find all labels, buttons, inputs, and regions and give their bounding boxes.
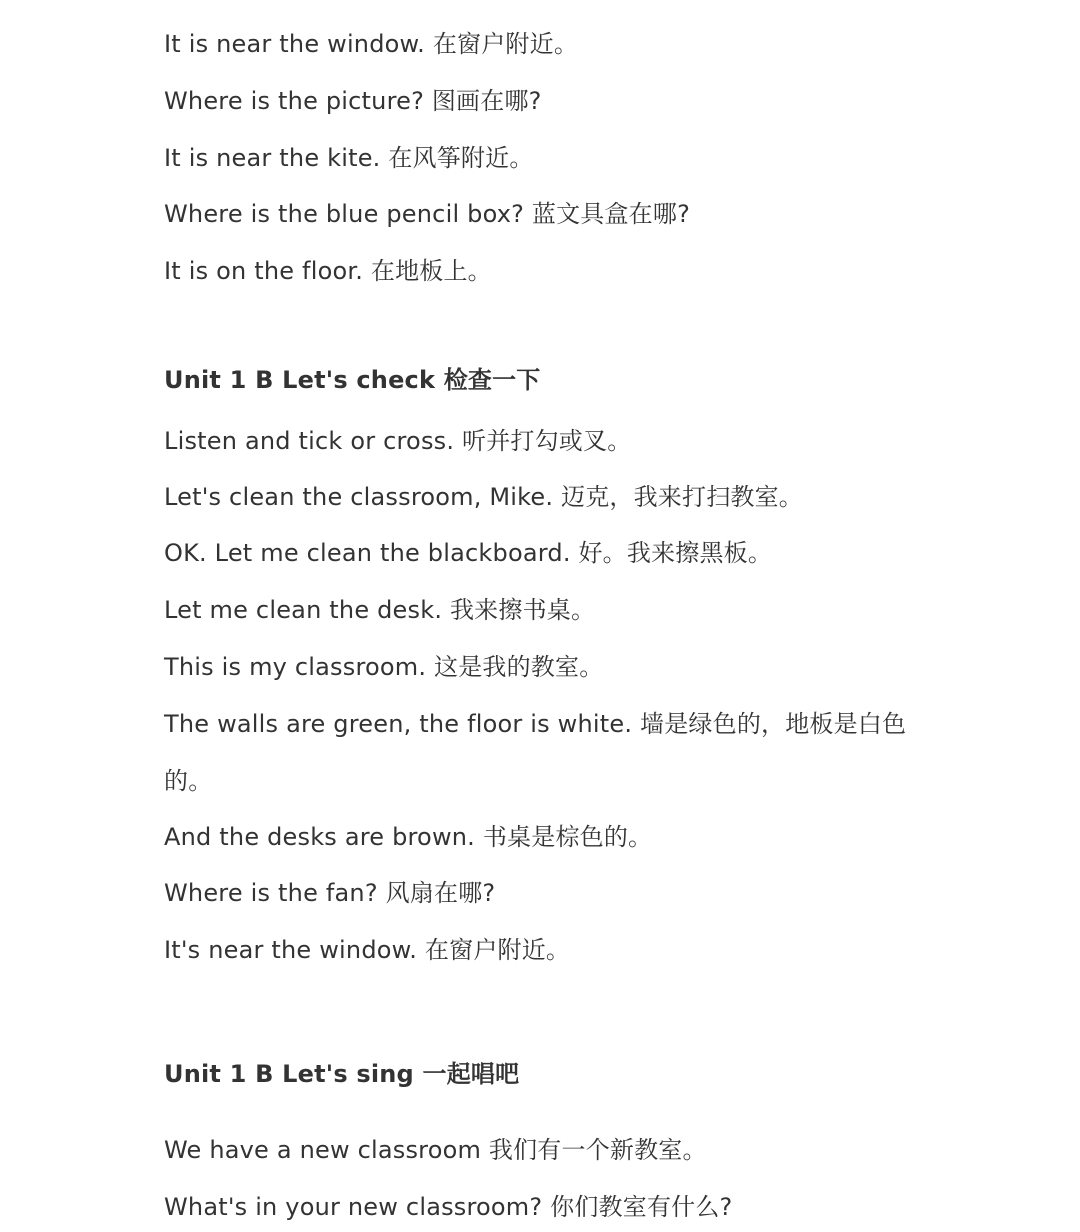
section-heading-lets-sing: Unit 1 B Let's sing 一起唱吧: [164, 1059, 520, 1088]
text-line: The walls are green, the floor is white. 墙是绿色的，地板是白色: [164, 710, 907, 738]
text-line: What's in your new classroom? 你们教室有什么?: [164, 1193, 733, 1221]
section-heading-lets-check: Unit 1 B Let's check 检查一下: [164, 365, 541, 394]
text-line: It is near the window. 在窗户附近。: [164, 30, 579, 58]
text-line: This is my classroom. 这是我的教室。: [164, 653, 604, 681]
text-line: It is on the floor. 在地板上。: [164, 257, 492, 285]
text-line: Listen and tick or cross. 听并打勾或叉。: [164, 427, 632, 455]
text-line: Where is the fan? 风扇在哪?: [164, 879, 496, 907]
text-line: We have a new classroom 我们有一个新教室。: [164, 1136, 707, 1164]
text-line: Let me clean the desk. 我来擦书桌。: [164, 596, 596, 624]
text-line: And the desks are brown. 书桌是棕色的。: [164, 823, 653, 851]
text-line: 的。: [164, 767, 213, 795]
text-line: It's near the window. 在窗户附近。: [164, 936, 571, 964]
text-line: Where is the blue pencil box? 蓝文具盒在哪?: [164, 200, 691, 228]
text-line: OK. Let me clean the blackboard. 好。我来擦黑板。: [164, 539, 773, 567]
text-line: It is near the kite. 在风筝附近。: [164, 144, 534, 172]
text-line: Where is the picture? 图画在哪?: [164, 87, 542, 115]
text-line: Let's clean the classroom, Mike. 迈克，我来打扫教室。: [164, 483, 804, 511]
